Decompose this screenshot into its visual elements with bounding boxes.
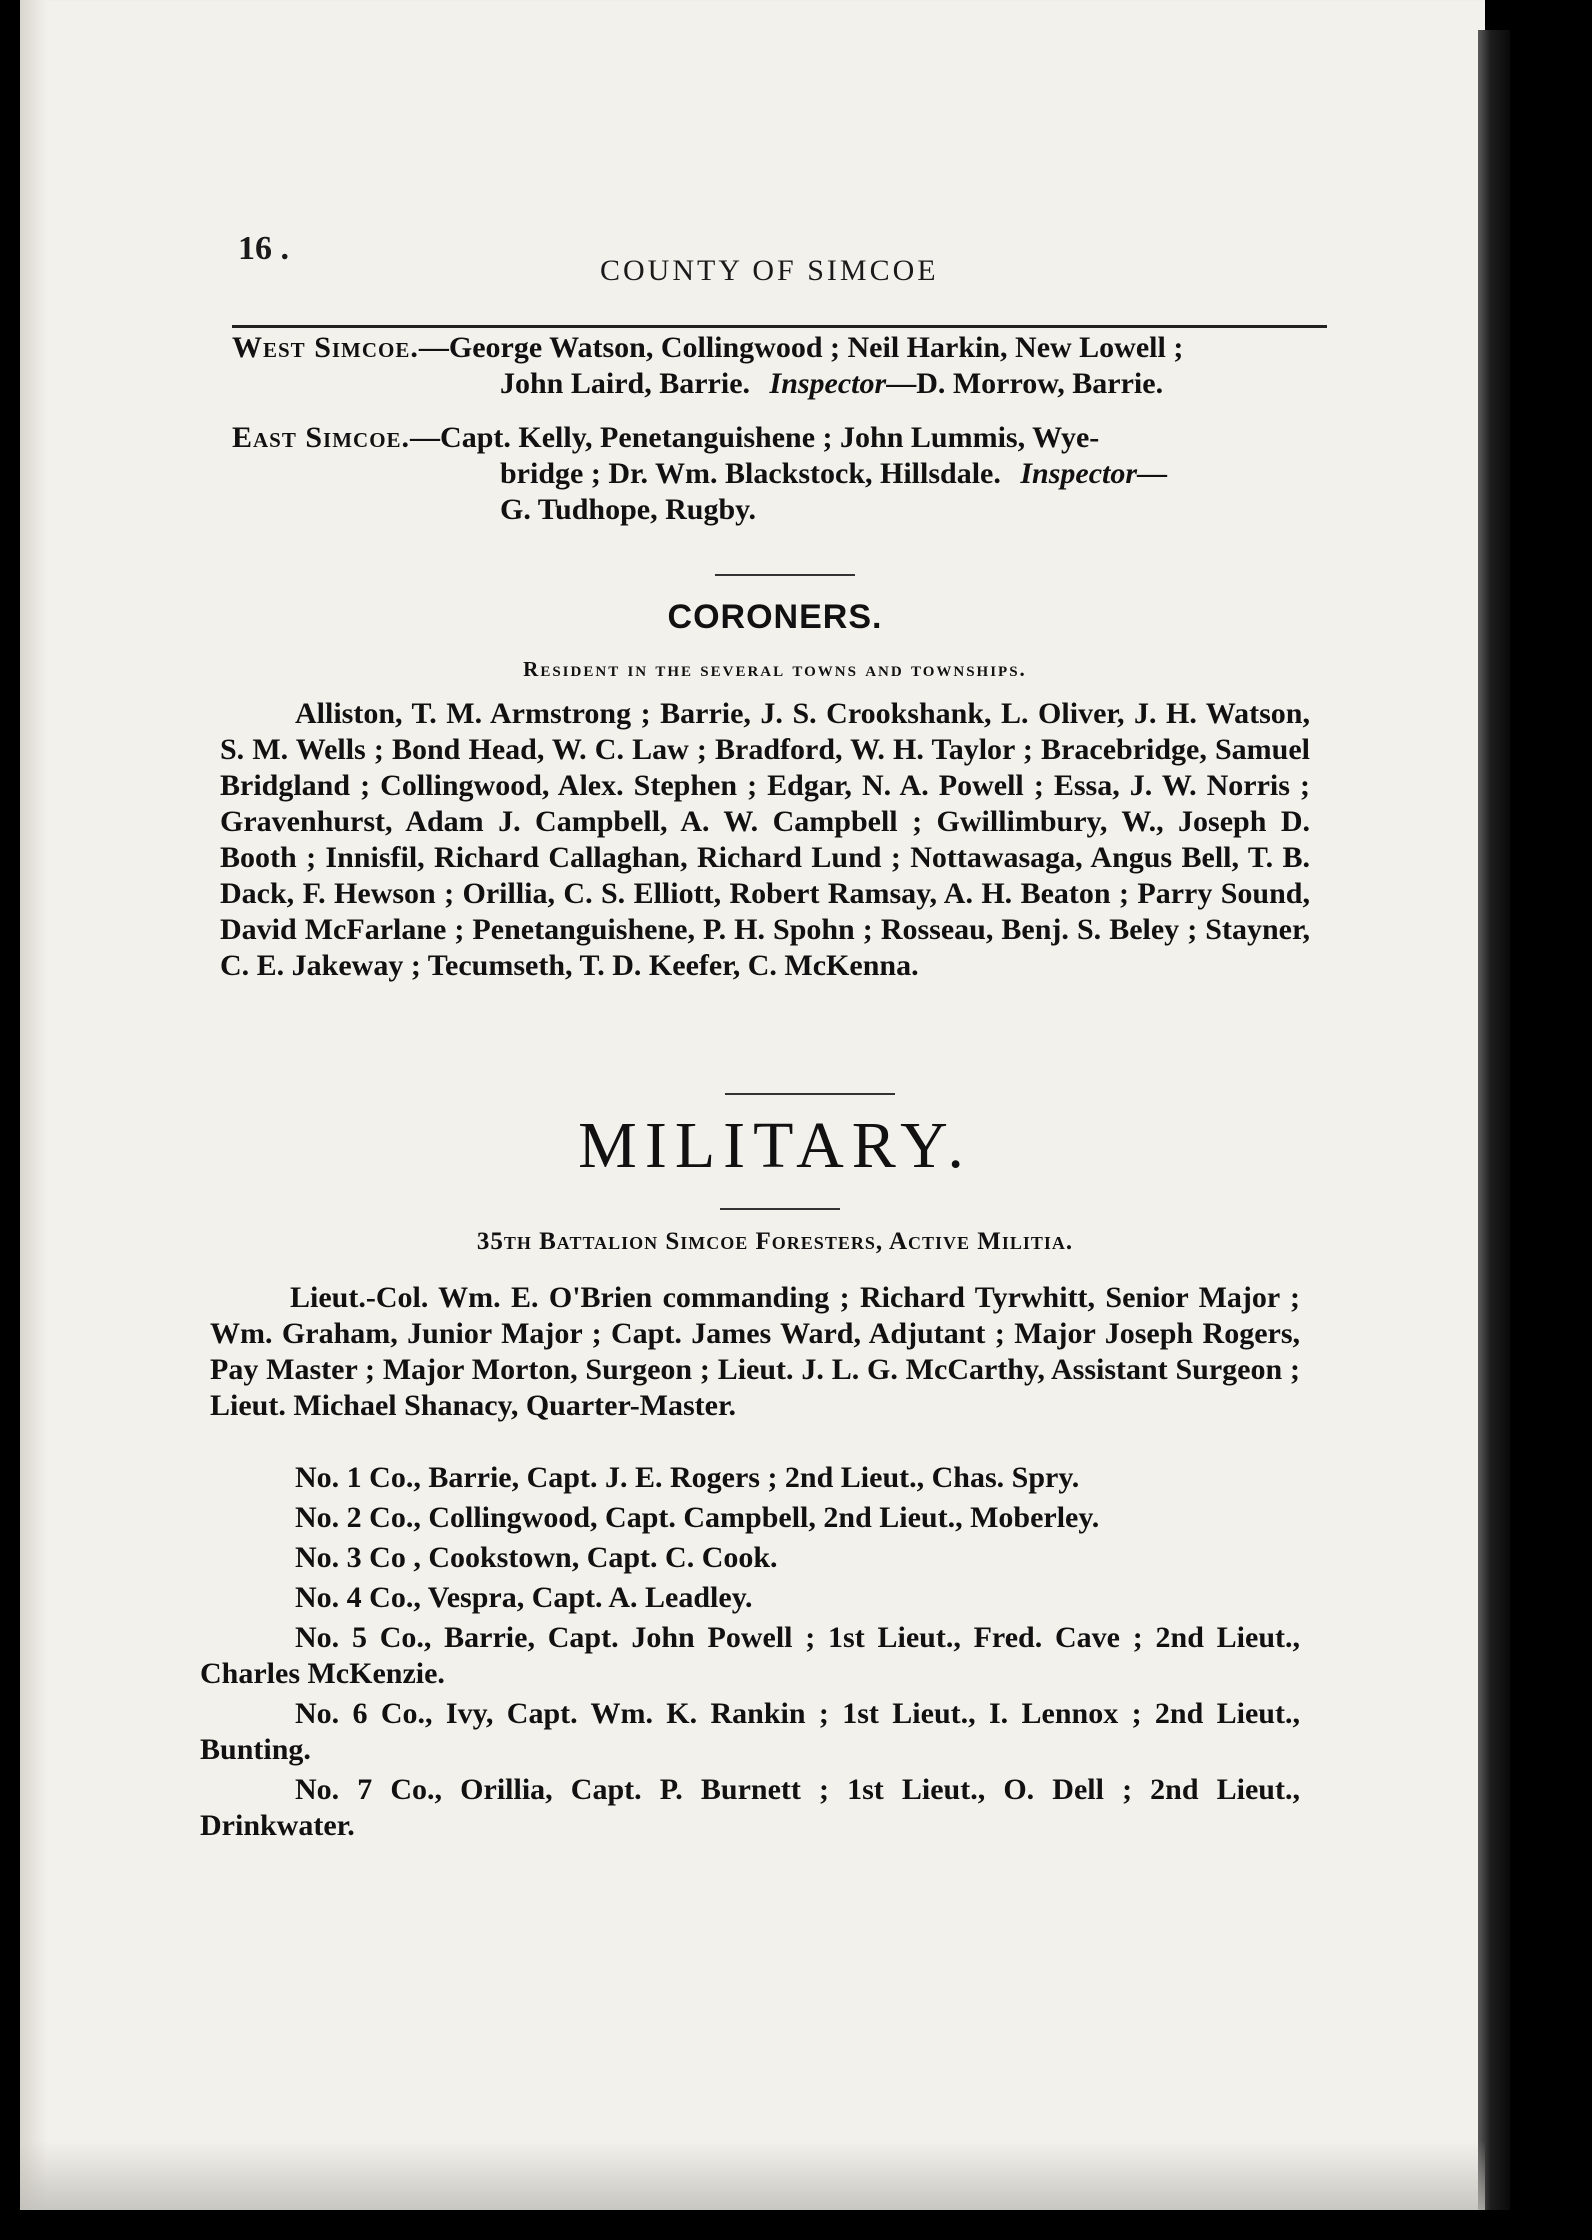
east-simcoe-text-3: —: [1137, 457, 1168, 490]
east-simcoe-entry: [232, 420, 1332, 528]
company-3-text: No. 3 Co , Cookstown, Capt. C. Cook.: [295, 1541, 778, 1574]
west-simcoe-text-3: —D. Morrow, Barrie.: [886, 367, 1164, 400]
company-4-text: No. 4 Co., Vespra, Capt. A. Leadley.: [295, 1581, 753, 1614]
section-rule-1: [715, 574, 855, 576]
coroners-heading: CORONERS.: [667, 598, 883, 636]
east-simcoe-label: East Simcoe.: [232, 421, 411, 454]
east-simcoe-line-1: [232, 420, 1332, 456]
east-simcoe-line-2: [232, 456, 1332, 492]
page-edge-shadow: [1478, 30, 1510, 2210]
running-head: COUNTY OF SIMCOE: [600, 254, 939, 287]
company-item: [200, 1540, 1300, 1576]
book-page: [20, 0, 1485, 2210]
east-simcoe-text-1: —Capt. Kelly, Penetanguishene ; John Lummis, Wye-: [410, 421, 1100, 454]
west-simcoe-line-2: [232, 366, 1332, 402]
company-5-text: No. 5 Co., Barrie, Capt. John Powell ; 1st Lieut., Fred. Cave ; 2nd Lieut., Charles McKenzie.: [200, 1621, 1300, 1690]
page-number: 16 .: [238, 230, 289, 267]
coroners-subheading: Resident in the several towns and townships.: [523, 657, 1027, 681]
west-simcoe-text-2: John Laird, Barrie.: [500, 367, 751, 400]
company-1-text: No. 1 Co., Barrie, Capt. J. E. Rogers ; 2nd Lieut., Chas. Spry.: [295, 1461, 1080, 1494]
company-item: [200, 1460, 1300, 1496]
coroners-body: Alliston, T. M. Armstrong ; Barrie, J. S. Crookshank, L. Oliver, J. H. Watson, S. M. Wells ; Bond Head, W. C. Law ; Bradford, W. H. Taylor ; Bracebridge, Samuel Bridgland ; Collingwood, Alex. Stephen ; Edgar, N. A. Powell ; Essa, J. W. Norris ; Gravenhurst, Adam J. Campbell, A. W. Campbell ; Gwillimbury, W., Joseph D. Booth ; Innisfil, Richard Callaghan, Richard Lund ; Nottawasaga, Angus Bell, T. B. Dack, F. Hewson ; Orillia, C. S. Elliott, Robert Ramsay, A. H. Beaton ; Parry Sound, David McFarlane ; Penetanguishene, P. H. Spohn ; Rosseau, Benj. S. Beley ; Stayner, C. E. Jakeway ; Tecumseth, T. D. Keefer, C. McKenna.: [220, 697, 1310, 982]
east-simcoe-text-4: G. Tudhope, Rugby.: [500, 493, 756, 526]
company-item: [200, 1580, 1300, 1616]
battalion-officers: [210, 1280, 1300, 1424]
military-heading: MILITARY.: [578, 1109, 972, 1182]
west-simcoe-label: West Simcoe.: [232, 331, 419, 364]
company-item: [200, 1772, 1300, 1844]
east-simcoe-inspector-label: Inspector: [1020, 457, 1138, 490]
company-6-text: No. 6 Co., Ivy, Capt. Wm. K. Rankin ; 1st Lieut., I. Lennox ; 2nd Lieut., Bunting.: [200, 1697, 1300, 1766]
battalion-heading: 35th Battalion Simcoe Foresters, Active Militia.: [476, 1228, 1074, 1255]
section-rule-3: [720, 1208, 840, 1210]
company-item: [200, 1500, 1300, 1536]
coroners-list: [220, 696, 1310, 984]
west-simcoe-inspector-label: Inspector: [769, 367, 887, 400]
company-item: [200, 1620, 1300, 1692]
company-2-text: No. 2 Co., Collingwood, Capt. Campbell, 2nd Lieut., Moberley.: [295, 1501, 1100, 1534]
company-item: [200, 1696, 1300, 1768]
company-7-text: No. 7 Co., Orillia, Capt. P. Burnett ; 1st Lieut., O. Dell ; 2nd Lieut., Drinkwater.: [200, 1773, 1300, 1842]
west-simcoe-entry: [232, 330, 1332, 402]
header-rule: [232, 325, 1327, 328]
west-simcoe-text-1: —George Watson, Collingwood ; Neil Harkin, New Lowell ;: [418, 331, 1184, 364]
section-rule-2: [725, 1093, 895, 1095]
west-simcoe-line-1: [232, 330, 1332, 366]
east-simcoe-text-2: bridge ; Dr. Wm. Blackstock, Hillsdale.: [500, 457, 1001, 490]
company-list: [200, 1460, 1300, 1844]
officers-text: Lieut.-Col. Wm. E. O'Brien commanding ; Richard Tyrwhitt, Senior Major ; Wm. Graham, Junior Major ; Capt. James Ward, Adjutant ; Major Joseph Rogers, Pay Master ; Major Morton, Surgeon ; Lieut. J. L. G. McCarthy, Assistant Surgeon ; Lieut. Michael Shanacy, Quarter-Master.: [210, 1281, 1300, 1422]
page-bottom-shade: [20, 2140, 1485, 2210]
east-simcoe-line-3: [232, 492, 1332, 528]
